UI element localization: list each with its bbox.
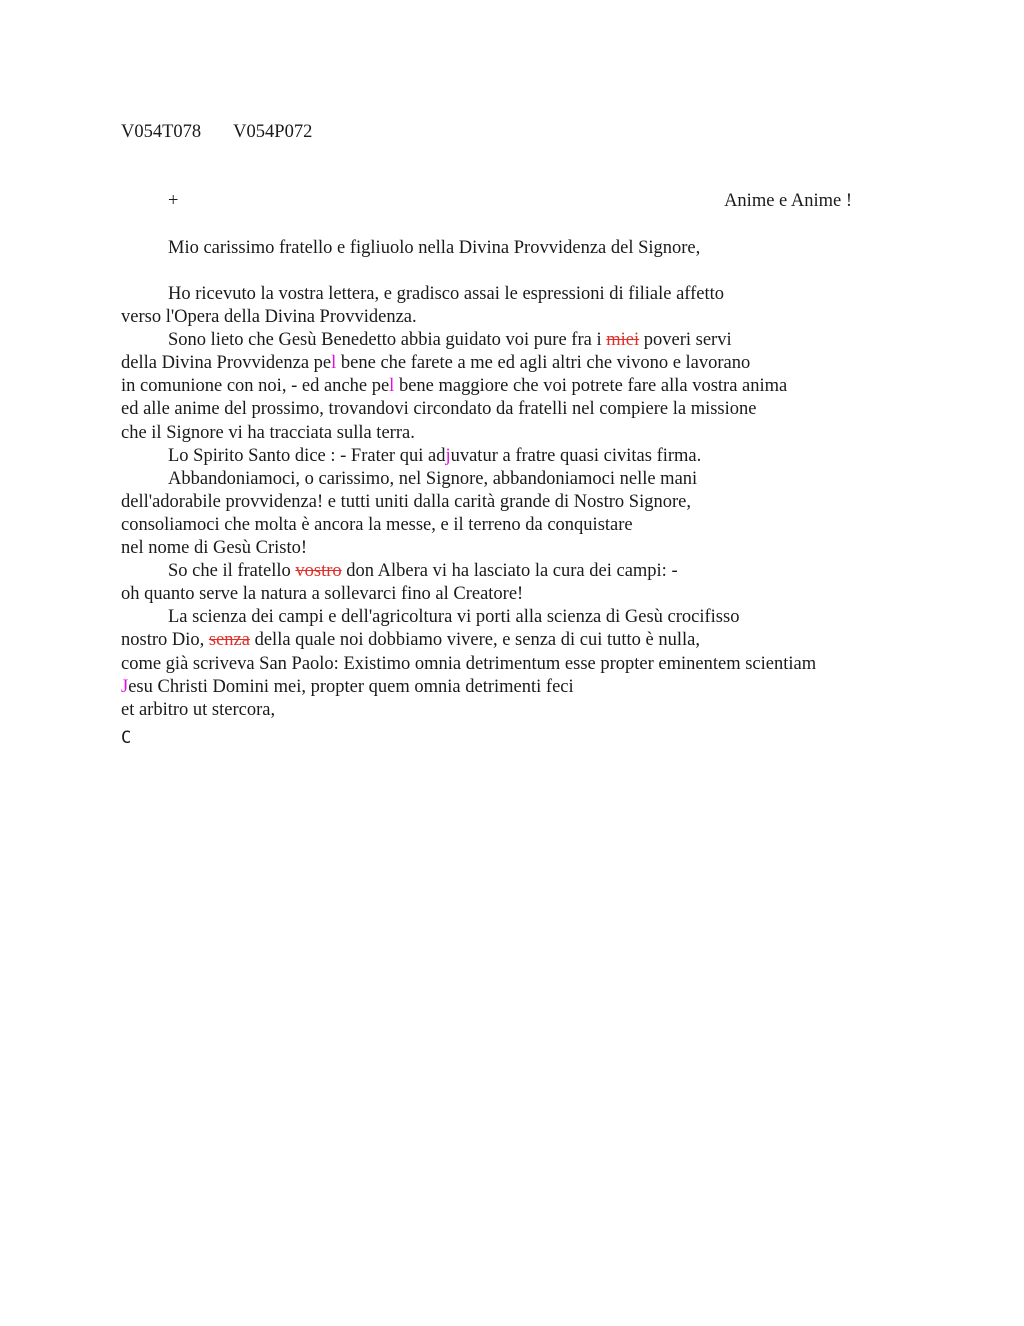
deleted-text: senza — [208, 630, 250, 651]
line-text: oh quanto serve la natura a sollevarci fino al Creatore! — [121, 584, 524, 605]
line-text: don Albera vi ha lasciato la cura dei campi: - — [341, 561, 678, 582]
line-text: bene maggiore che voi potrete fare alla vostra anima — [394, 376, 788, 397]
letter-line — [121, 491, 921, 514]
line-text: verso l'Opera della Divina Provvidenza. — [121, 307, 417, 328]
salutation: Mio carissimo fratello e figliuolo nella Divina Provvidenza del Signore, — [168, 238, 701, 258]
line-text: che il Signore vi ha tracciata sulla terra. — [121, 422, 415, 443]
line-text: esu Christi Domini mei, propter quem omnia detrimenti feci — [128, 676, 574, 697]
letter-line — [121, 699, 921, 722]
letter-line — [121, 445, 921, 468]
letter-line — [121, 606, 921, 629]
trailing-mark: C — [121, 728, 132, 748]
letter-line — [121, 653, 921, 676]
inserted-text: J — [121, 676, 129, 697]
inserted-text: j — [445, 445, 451, 466]
inserted-text: l — [331, 353, 337, 374]
line-text: Lo Spirito Santo dice : - Frater qui ad — [168, 445, 446, 466]
document-codes — [121, 121, 312, 144]
line-text: poveri servi — [639, 330, 732, 351]
letter-line — [121, 629, 921, 652]
letter-line — [121, 375, 921, 398]
letter-line — [121, 329, 921, 352]
line-text: Ho ricevuto la vostra lettera, e gradisco assai le espressioni di filiale affetto — [168, 284, 725, 304]
line-text: come già scriveva San Paolo: Existimo omnia detrimentum esse propter eminentem scientiam — [121, 653, 817, 674]
letter-line — [121, 537, 921, 560]
letter-line — [121, 676, 921, 699]
line-text: consoliamoci che molta è ancora la messe, e il terreno da conquistare — [121, 514, 633, 535]
letter-line — [121, 306, 921, 329]
letter-line — [121, 398, 921, 421]
deleted-text: miei — [606, 330, 640, 351]
page-code: V054P072 — [233, 122, 313, 142]
inserted-text: l — [389, 376, 395, 397]
letter-line — [121, 468, 921, 491]
line-text: et arbitro ut stercora, — [121, 699, 276, 720]
letter-line — [121, 583, 921, 606]
line-text: nostro Dio, — [121, 630, 209, 651]
line-text: So che il fratello — [168, 561, 296, 582]
letter-line — [121, 560, 921, 583]
line-text: della quale noi dobbiamo vivere, e senza di cui tutto è nulla, — [249, 630, 700, 651]
line-text: Abbandoniamoci, o carissimo, nel Signore, abbandoniamoci nelle mani — [168, 468, 698, 489]
line-text: in comunione con noi, - ed anche pe — [121, 376, 390, 397]
volume-code: V054T078 — [121, 122, 202, 142]
letter-line — [121, 283, 921, 306]
letter-body — [121, 283, 921, 722]
line-text: ed alle anime del prossimo, trovandovi circondato da fratelli nel compiere la missione — [121, 399, 757, 420]
motto: Anime e Anime ! — [724, 191, 852, 211]
line-text: nel nome di Gesù Cristo! — [121, 538, 308, 559]
line-text: uvatur a fratre quasi civitas firma. — [450, 445, 702, 466]
line-text: La scienza dei campi e dell'agricoltura vi porti alla scienza di Gesù crocifisso — [168, 607, 740, 628]
line-text: della Divina Provvidenza pe — [121, 353, 332, 374]
letter-line — [121, 422, 921, 445]
line-text: Sono lieto che Gesù Benedetto abbia guidato voi pure fra i — [168, 330, 607, 351]
deleted-text: vostro — [295, 561, 342, 582]
letter-line — [121, 352, 921, 375]
letter-line — [121, 514, 921, 537]
cross-mark: + — [168, 191, 179, 211]
line-text: bene che farete a me ed agli altri che vivono e lavorano — [336, 353, 751, 374]
line-text: dell'adorabile provvidenza! e tutti uniti dalla carità grande di Nostro Signore, — [121, 491, 691, 512]
